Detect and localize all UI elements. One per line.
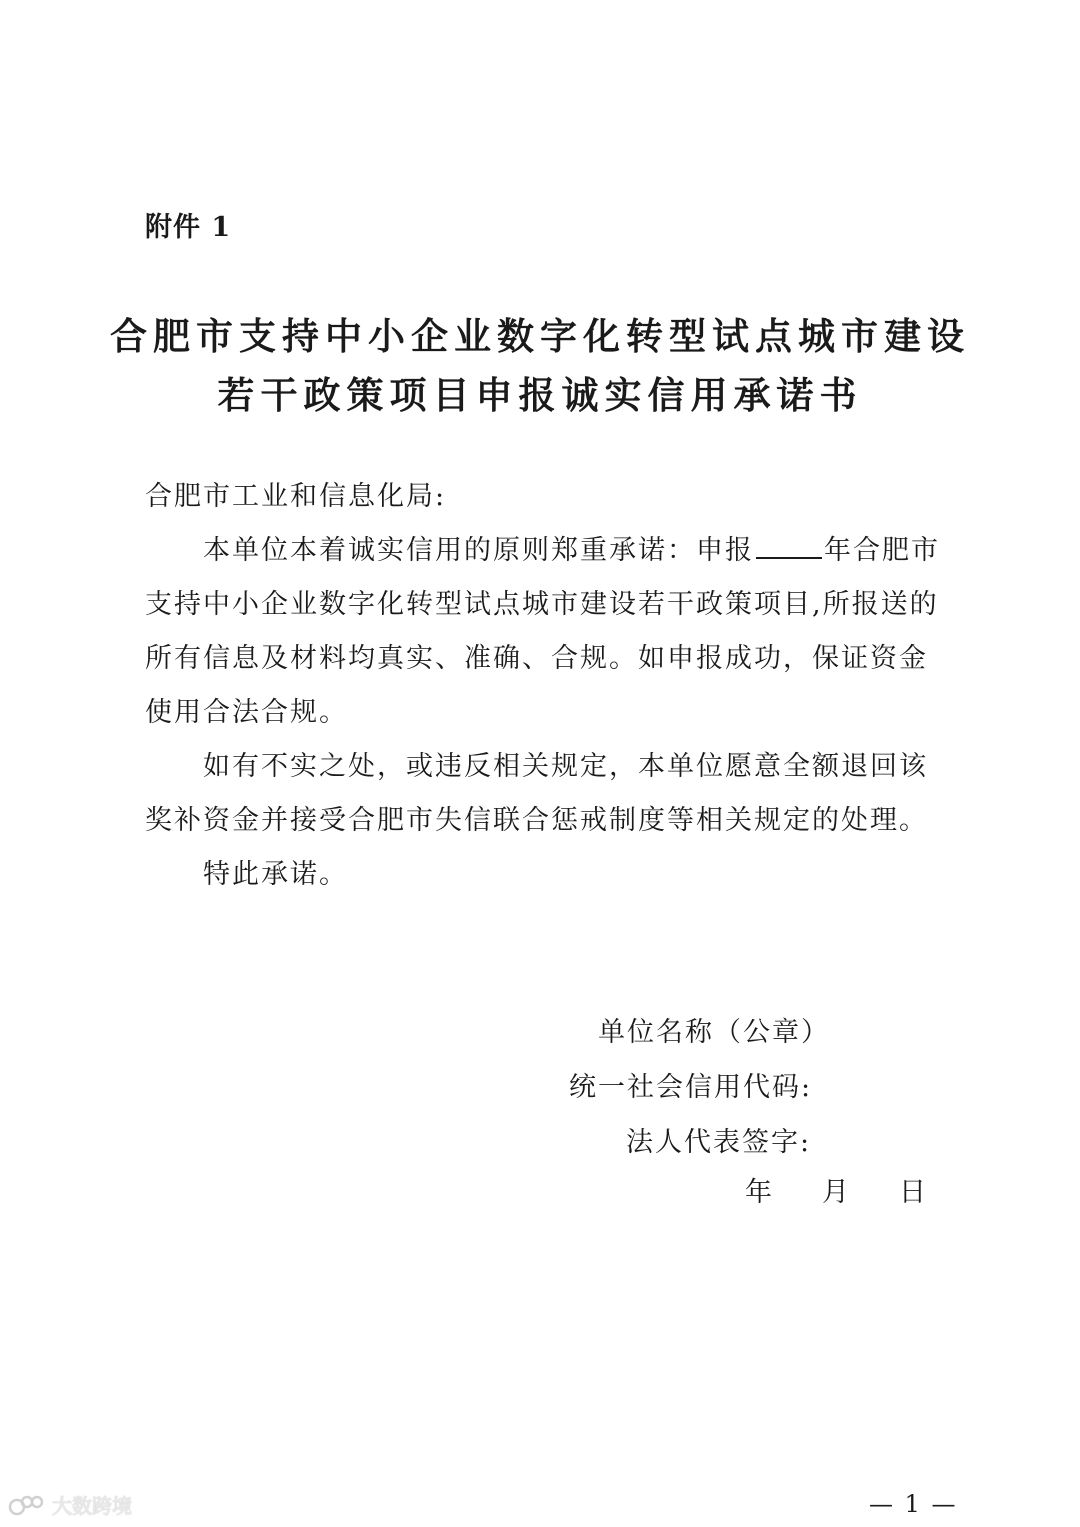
salutation: 合肥市工业和信息化局: — [145, 481, 447, 512]
watermark — [8, 1490, 132, 1519]
paragraph-liability: 如有不实之处，或违反相关规定，本单位愿意全额退回该奖补资金并接受合肥市失信联合惩戒制度等相关规定的处理。 — [145, 751, 928, 836]
signature-unit-name: 单位名称（公章） — [598, 1017, 830, 1048]
year-blank-field[interactable] — [756, 531, 822, 559]
paragraph-commitment-start: 本单位本着诚实信用的原则郑重承诺：申报 — [203, 535, 754, 566]
date-day-label: 日 — [899, 1177, 928, 1208]
watermark-text: 大数跨境 — [52, 1494, 132, 1518]
watermark-logo-icon — [8, 1493, 48, 1517]
signature-credit-code: 统一社会信用代码: — [569, 1072, 813, 1103]
signature-legal-rep: 法人代表签字: — [626, 1127, 812, 1158]
document-title-line-1: 合肥市支持中小企业数字化转型试点城市建设 — [110, 315, 970, 358]
paragraph-commitment — [145, 524, 945, 740]
paragraph-commitment-rest: 年合肥市支持中小企业数字化转型试点城市建设若干政策项目,所报送的所有信息及材料均真实、准确、合规。如申报成功，保证资金使用合法合规。 — [145, 535, 940, 728]
page-number: — 1 — — [869, 1490, 958, 1518]
paragraph-closing: 特此承诺。 — [203, 859, 348, 890]
date-year-label: 年 — [745, 1177, 774, 1208]
date-month-label: 月 — [822, 1177, 851, 1208]
document-title-line-2: 若干政策项目申报诚实信用承诺书 — [217, 374, 863, 417]
attachment-label: 附件 1 — [145, 212, 232, 243]
signature-date — [745, 1170, 928, 1209]
